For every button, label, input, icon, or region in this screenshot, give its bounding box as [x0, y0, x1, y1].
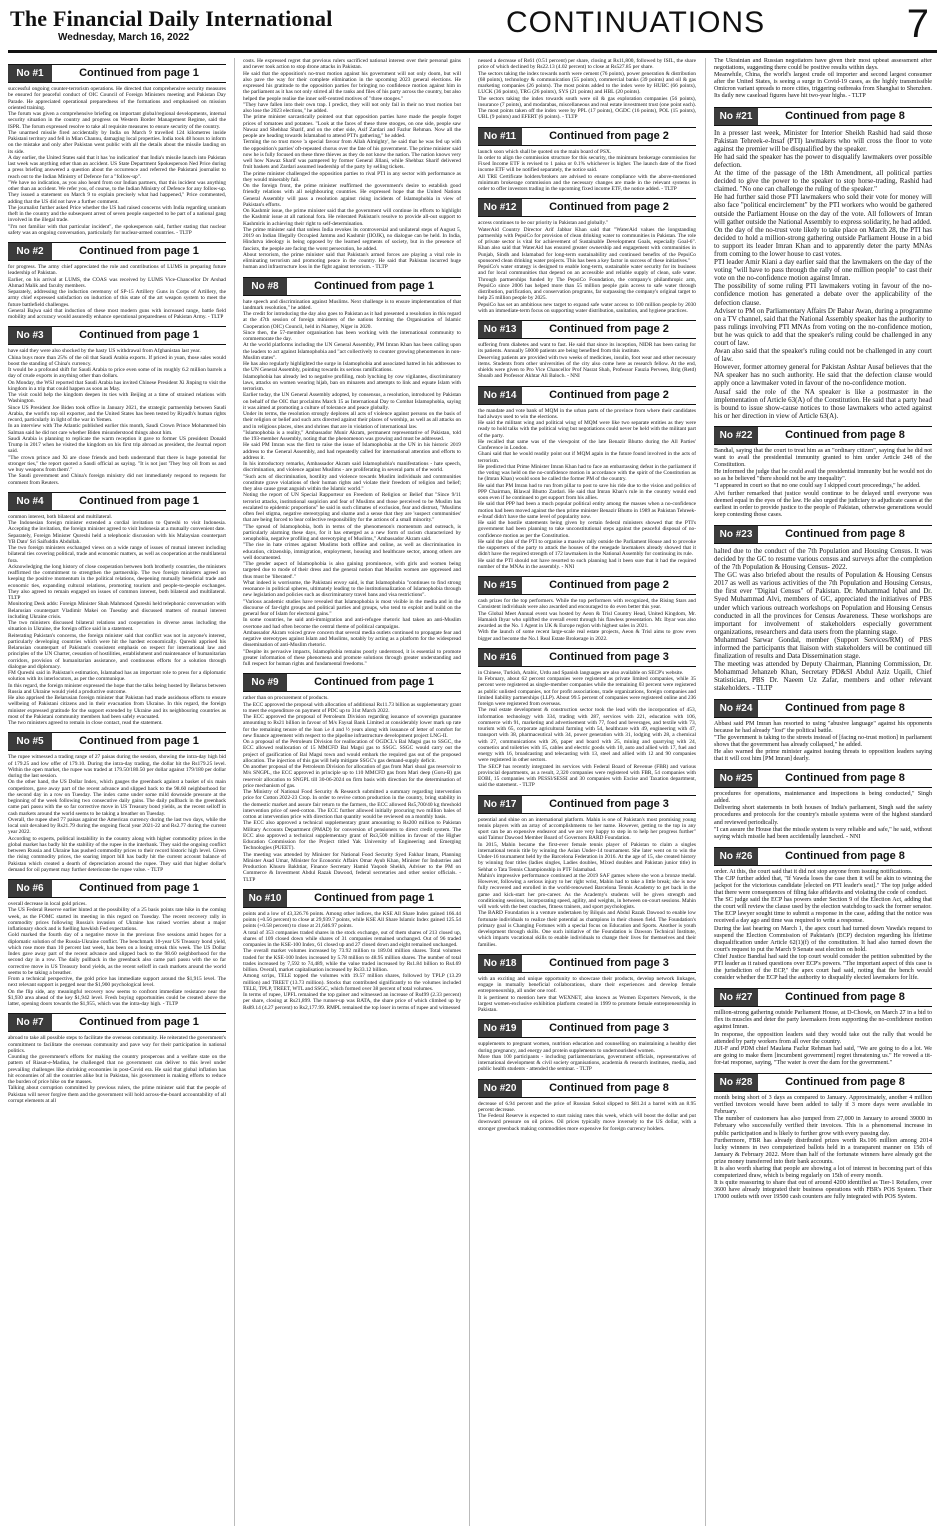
article-continuation: [8, 1013, 226, 1104]
continuation-number: No #14: [478, 387, 522, 404]
continuation-number: No #27: [714, 989, 758, 1006]
continued-from-label: Continued from page 3: [549, 650, 669, 663]
continuation-number: No #23: [714, 526, 758, 543]
continuation-header: [8, 326, 226, 345]
continuation-header: [714, 107, 932, 126]
continued-from-label: Continued from page 8: [785, 849, 905, 862]
column-3: [478, 58, 696, 1526]
article-text: with an exciting and unique opportunity to showcase their products, develop network linkages, engage in mutually beneficial collaborations, share their experiences and develop female entrepreneurship, all under one roof. It is pertinent to mention here that WEXNET, also known as Women Exporters Network, is the largest women-exclusive exhibition platform created in 1999 to promote female entrepreneurship in Pakistan.: [478, 975, 696, 1013]
continuation-number: No #1: [8, 65, 52, 82]
continuation-number: No #16: [478, 649, 522, 666]
article-continuation: [714, 699, 932, 764]
article-continuation: [714, 1073, 932, 1201]
continuation-header: [714, 426, 932, 445]
continued-from-label: Continued from page 1: [314, 279, 434, 292]
continuation-header: [8, 492, 226, 511]
article-continuation: [478, 576, 696, 642]
article-continuation: [8, 326, 226, 486]
article-continuation: [478, 648, 696, 789]
masthead-rule: [8, 50, 937, 53]
column-2: [243, 58, 461, 1526]
continued-from-label: Continued from page 2: [549, 388, 669, 401]
article-text: The rupee witnessed a trading range of 27 paisas during the session, showing the intra-day high bid of 179.25 and low offer of 179.10. During the intra-day trading, the dollar hit the Rs179.25 level. Within the open market, the rupee was traded at 179.50/180.50 per dollar against 179/180 per dollar during the last session. On the other hand, the US Dollar Index, which gauges the greenback against a basket of six main competitors, gave away part of the recent advance and slipped back to the 98.60 neighborhood for the second day in a row on Tuesday. The index came under some mild downside pressure at the beginning of the week following two consecutive daily gains. The daily pullback in the greenback came pari passu with the so far corrective move in US Treasury bond yields, as the recent selloff in cash markets around the world seems to be taking a breather on Tuesday. Overall, the rupee shed 77 paisas against the American currency during the last two days, while the local unit devalued by Rs21.79 during the ongoing fiscal year 2021-22 and Rs2.77 during the current year 2022. According to experts, political instability in the country along with higher commodity prices in the global market has badly hit the stability of the rupee in the interbank. They said the ongoing conflict between Russia and Ukraine has pushed commodity prices to their record historic high level. Given the rising commodity prices, the soaring import bill has badly hit the current account balance of Pakistan which created a dearth of depreciation around the rupee. They said that higher dollar's demand for oil payment may further deteriorate the rupee value. - TLTP: [8, 754, 226, 873]
article-text: million-strong gathering outside Parliament House, at D-Chowk, on March 27 in a bid to flex its muscles and deter the party lawmakers from supporting the no-confidence motion against Imran. In response, the opposition leaders said they would take out the rally that would be attended by party workers from all over the country. JUI-F and PDM chief Maulana Fazlur Rehman had said, "We are going to do a lot. We are going to make them [incumbent government] regret threatening us." He vowed a tit-for-tat response, saying, "The water is over the dam for the government.": [714, 1010, 932, 1066]
continuation-header: [478, 127, 696, 146]
newspaper-title: The Financial Daily International: [10, 6, 333, 31]
continued-from-label: Continued from page 8: [785, 109, 905, 122]
continued-from-label: Continued from page 3: [549, 956, 669, 969]
continuation-header: [478, 198, 696, 217]
column-divider: [469, 58, 470, 1526]
article-continuation: [714, 107, 932, 420]
continued-from-label: Continued from page 3: [549, 1022, 669, 1035]
continuation-header: [478, 1019, 696, 1038]
article-continuation: [8, 64, 226, 236]
article-text: for progress. The army chief appreciated the role and contributions of LUMS in preparing future leadership of Pakistan. Earlier, on his arrival at LUMS, the COAS was received by LUMS Vice-Chancellor Dr Arshad Ahmad Malik and faculty members. Separately, addressing the induction ceremony of SP-15 Artillery Guns in Corps of Artillery, the army chief expressed satisfaction on induction of this state of the art weapon system to meet the future battlefield challenges. General Bajwa said that induction of these most modern guns with increased range, battle field mobility and accuracy would assuredly enhance operational preparedness of Pakistan Army. - TLTP: [8, 264, 226, 320]
continuation-header: [8, 242, 226, 261]
article-text: In a presser last week, Minister for Interior Sheikh Rashid had said those Pakistan Tehreek-e-Insaf (PTI) lawmakers who will cross the floor to vote against the premier will be disqualified by the speaker. He had said the speaker has the power to disqualify lawmakers over possible defection. At the time of the passage of the 18th Amendment, all political parties decided to give the power to the speaker to stop horse-trading, Rashid had claimed. "No one can challenge the ruling of the speaker." He had further said those PTI lawmakers who sold their vote for money will also face "political encirclement" by the PTI workers who would be gathered outside the Parliament House on the day of the vote. All followers of Imran will gather outside the National Assembly to express solidarity, he had added. On the day of the no-trust vote likely to take place on March 28, the PTI has decided to hold a million-strong gathering outside Parliament House in a bid to support its leader Imran Khan and to apparently deter the party MNAs from coming to the lower house to cast votes. PTI leader Amir Kiani a day earlier said that the lawmakers on the day of the voting "will have to pass through the rally of one million people" to cast their vote on the no-confidence motion against Imran. The possibility of some ruling PTI lawmakers voting in favour of the no-confidence motion has generated a debate over the applicability of the defection clause. Adviser to PM on Parliamentary Affairs Dr Babar Awan, during a programme on a TV channel, said that the National Assembly speaker has the authority to pass rulings involving PTI MNAs from voting on the no-confidence motion, but he was quick to add that the speaker's ruling could be challenged in any court of law. Awan also said that the speaker's ruling could not be challenged in any court of law. However, former attorney general for Pakistan Ashtar Ausaf believes that the NA speaker has no such authority. He said that the defection clause would apply once a lawmaker voted in favour of the no-confidence motion. Ausaf said the role of the NA speaker is like a postmaster in the implementation of Article 63(A) of the Constitution. He said that a party head is bound to issue show-cause notices to those lawmakers who acted against his or her direction in view of Article 63(A).: [714, 128, 932, 420]
article-continuation: [243, 277, 461, 668]
continuation-header: [478, 795, 696, 814]
page-number: 7: [906, 2, 929, 46]
continuation-number: No #10: [243, 890, 287, 907]
article-text: potential and shine on an international platform. Mahin is one of Pakistan's most promising young tennis players with an array of accomplishments to her name. However, getting to the top in any sport can be an expensive endeavor and we are very happy to step in to help her progress further" said Taimur Dawood Member Board of Governors BARD Foundation. In 2015, Mahin became the first-ever female tennis player of Pakistan to claim a singles international tennis title by winning the Asian Under-14 tournament. She later went on to win the Under-16 tournament held by the Barcelona Federation in 2016. At the age of 15, she created history by winning four titles (ladies singles, Ladies doubles, Mixed doubles and Pakistan junior title) in Sehhat o Tata Tennis Championship in PTF Islamabad. Mahin's impressive performance continued at the 2019 SAF games where she won a bronze medal. However, following a serious injury to her right wrist, Mahin had to take a little break; she is now fully recovered and enrolled in the world-renowned Barcelona Tennis Academy to get back in the game and kick-start her pro-career. As the Academy's students will be given strength and conditioning sessions, incorporating speed, agility, and weights, in between on-court sessions. Mahin will work with the best coaches, fitness trainers, and sport psychologists. The BARD Foundation is a venture undertaken by Bilquis and Abdul Razak Dawood to enable low fortunate individuals to realize their potential as champions in their chosen field. The Foundation's primary goal is Changing Fortunes with a special focus on Education and Sports. Another is youth development through skills. One such initiative of the Foundation is Dawson Technical Institute, which imparts vocational skills to enable individuals to change their lives for themselves and their families.: [478, 816, 696, 948]
article-continuation: [8, 732, 226, 873]
section-title: CONTINUATIONS: [506, 6, 766, 39]
continued-from-label: Continued from page 2: [549, 579, 669, 591]
continued-from-label: Continued from page 1: [314, 891, 434, 904]
continued-from-label: Continued from page 3: [549, 797, 669, 810]
article-text: Abbasi said PM Imran has resorted to using "abusive language" against his opponents because he had already "lost" the political battle. "The government is taking to the streets instead of [facing no-trust motion] in parliament shows that the government has already collapsed," he added. He also warned the prime minister against issuing threats to opposition leaders saying that it will cost him [PM Imran] dearly.: [714, 720, 932, 763]
article-text: rather than on procurement of products. The ECC approved the proposal with allocation of additional Rs11.73 billion as supplementary grant to meet the expenditure on payment of PDC up to 31st March 2022. The ECC approved the proposal of Petroleum Division regarding issuance of sovereign guarantee amounting to Rs21 billion in favour of M/s Faysal Bank Limited at considerably lower mark up rate for the remaining tenure of the loan i.e 4 and ½ years along with issuance of letter of comfort for new finance agreement with respect to the pipeline infrastructure development project LNG-II. On a proposal of the Petroleum Division for reallocation of OGDCL's Bal Magsi gas to SSGC, the ECC allowed reallocation of 15 MMCFD Bal Magsi gas to SSGC. SSGC would carry out the project of gasification of Bal Magsi town and would embark the required gas out of the proposed allocation. The injection of this gas will help mitigate SSGC's gas demand-supply deficit. On another proposal of the Petroleum Division for allocation of gas from Mari shoal gas reservoir to M/s SNGPL, the ECC approved in principle up to 110 MMCFD gas from Mari deep (Goru-B) gas reservoir allocation to SNGPL till 30-06-2024 on firm basis with direction for the determination of price mechanism of gas. The Ministry of National Food Security & Research submitted a summary regarding intervention price for Cotton 2022-23 Crop. In order to revive cotton production in the country, bring stability in the domestic market and assure fair return to the farmers, the ECC allowed Rs5,700/40 kg threshold intervention price of seed-cotton. The ECC further allowed initially procuring two million bales of cotton at intervention price with direction that quantity would be reviewed on a monthly basis. The ECC also approved a technical supplementary grant amounting to Rs200 million to Pakistan Military Accounts Department (PMAD) for conversion of pensioners to direct credit system. The ECC also approved a technical supplementary grant of Rs3,500 million in favour of the Higher Education Commission for the Project titled Yak University of Engineering and Emerging Technologies (PUEET). The meeting was attended by Minister for National Food Security Syed Fakhar Imam, Planning Minister Asad Umar, Minister for Economic Affairs Omar Ayub Khan, Minister for Industries and Production Khusro Bakhtiar, Finance Secretary Hamid Yaqoob Sheikh, Adviser to the PM on Commerce & Investment Abdul Razak Dawood, federal secretaries and other senior officials. - TLTP: [243, 695, 461, 883]
article-text: decrease of 6.94 percent and the price of Russian Sokol slipped to $81.24 a barrel with an 8.95 percent decrease. The Federal Reserve is expected to start raising rates this week, which will boost the dollar and put downward pressure on oil prices. Oil prices typically move inversely to the US dollar, with a stronger greenback making commodities more expensive for foreign currency holders.: [478, 1100, 696, 1132]
continuation-number: No #4: [8, 493, 52, 510]
issue-date: Wednesday, March 16, 2022: [58, 32, 190, 43]
article-text: order. At this, the court said that it did not stop anyone from issuing notifications. The CJP further added that, "If Vawda loses the case then it will be akin to winning the jackpot for the victorious candidate [elected on PTI leader's seat]." The top judge added that there were consequences of filing fake affidavits and violating the code of conduct. The SC judge said the ECP has powers under Section 9 of the Election Act, adding that the court will review the clause used by the election watchdog to sack the former senator. The ECP lawyer sought time to submit a response in the case, adding that the notice was received a day ago and time was required to write a response. During the last hearing on March 1, the apex court had turned down Vawda's request to suspend the Election Commission of Pakistan's (ECP) decision regarding his lifetime disqualification under Article 62(1)(f) of the constitution. It had also turned down the court's request to put the March 9 Senate seat election on hold. Chief Justice Bandial had said the top court would consider the petition submitted by the PTI leader as it raised questions over ECP's powers. "The important aspect of this case is the jurisdiction of the ECP," the apex court had said, noting that the bench would consider whether the ECP had the authority to disqualify elected lawmakers for life.: [714, 868, 932, 982]
continuation-number: No #22: [714, 427, 758, 444]
continuation-number: No #25: [714, 770, 758, 787]
article-continuation: [243, 58, 461, 271]
continued-from-label: Continued from page 8: [785, 527, 905, 540]
article-continuation: [714, 426, 932, 519]
article-continuation: [714, 847, 932, 983]
article-text: launch soon which shall be quoted on the main board of PSX. In order to align the commission structure for this security, the minimum brokerage commission for Fixed Income ETF is revised to 1 paisa or 0.1% whichever is higher. The launch date of the fixed income ETF will be notified separately, the notice said. All TRE Certificate holders/brokers are advised to ensure compliance with the above-mentioned minimum brokerage commission and the necessary changes are made in the relevant systems in order to offer investors trading in the upcoming fixed income ETF, the notice added. - TLTP: [478, 148, 696, 192]
article-continuation: [478, 1019, 696, 1072]
article-continuation: [714, 988, 932, 1067]
continuation-header: [714, 525, 932, 544]
article-text: nessed a decrease of Rs61 (0.51 percent) per share, closing at Rs11,800, followed by ISIL, the share price of which declined by Rs22.13 (4.02 percent) to close at Rs527.85 per share. The sectors taking the index towards north were cement (76 points), power generation & distribution (68 points), technology & communication (55 points), commercial banks (39 points) and oil & gas marketing companies (26 points). The most points added to the index were by HUBC (66 points), LUCK (36 points), TRG (26 points), SYS (21 points) and HBL (20 points). The sectors taking the index towards south were oil & gas exploration companies (56 points), insurance (7 points), and modarabas, miscellaneous and real estate investment trust (one point each). The most points taken off the index were by PPL (17 points), OGDC (16 points), POL (15 points), UBL (9 points) and EFERT (6 points). - TLTP: [478, 58, 696, 121]
continuation-number: No #2: [8, 243, 52, 260]
continuation-header: [478, 954, 696, 973]
continuation-number: No #7: [8, 1014, 52, 1031]
article-text: Bandial, saying that the court to treat him as an "ordinary citizen", saying that he did not want to avail the presidential immunity granted to him under Article 248 of the Constitution. He informed the judge that he could avail the presidential immunity but he would not do so as he believed "there should not be any inequality". "I appeared in court so that no one could say I skipped court proceedings," he added. Alvi further remarked that justice would continue to be delayed until everyone was deemed equal in the eyes of the law. He also urged the judiciary to adjudicate cases at the earliest in order to provide justice to the people of Pakistan, otherwise generations would keep contesting those cases.: [714, 447, 932, 518]
continuation-header: [714, 769, 932, 788]
continuation-number: No #24: [714, 700, 758, 717]
continuation-number: No #13: [478, 321, 522, 338]
masthead: [8, 4, 937, 48]
continued-from-label: Continued from page 8: [785, 428, 905, 441]
continued-from-label: Continued from page 1: [314, 676, 434, 689]
continuation-number: No #8: [243, 278, 287, 295]
continuation-number: No #17: [478, 796, 522, 813]
article-continuation: [8, 879, 226, 1007]
article-continuation: [478, 954, 696, 1014]
continued-from-label: Continued from page 8: [785, 772, 905, 785]
continuation-number: No #28: [714, 1074, 758, 1091]
article-continuation: [8, 242, 226, 320]
article-text: the mandate and vote bank of MQM in the urban parts of the province from where their candidates had always used to win the elections. He said the militant wing and political wing of MQM were like two separate entities as they were ready to hold talks with the political wing but negotiations could never be held with the militant part of the party. He recalled that same was of the viewpoint of the late Benazir Bhutto during the All Parties' Conference in London. Ghani said that he would readily point out if MQM again in the future found involved in the acts of terrorism. He predicted that Prime Minister Imran Khan had to face an embarrassing defeat in the parliament if the voting was held on the no-confidence motion in accordance with the spirit of the Constitution as he (Imran Khan) would soon be called the former PM of the country. He said that PM Imran had to run from pillar to post to save his ride due to the vision and politics of PPP Chairman, Bilawal Bhutto Zardari. He said that Imran Khan's rule in the country would end soon even if he continued to get support from his allies. He said that PPP had been a much popular political entity among the masses when a no-confidence motion had been moved against the then prime minister Benazir Bhutto in 1989 as Pakistan Tehreek-e-Insaf didn't have the same level of popularity now. He said the hostile statements being given by certain federal ministers showed that the PTI's government had been planning to take unconstitutional steps against the peaceful disposal of no-confidence motion as per the Constitution. He said the plan of the PTI to organise a massive rally outside the Parliament House and to provoke the supporters of the party to attack the houses of the renegade lawmakers already showed that it didn't have the required strength of 172 lawmakers in the National Assembly for continuing its rule. He said the PTI should not have resorted to such planning had it been sure that it had the required number of the MNAs in the assembly. - NNI: [478, 407, 696, 570]
article-continuation: [478, 1079, 696, 1132]
continuation-header: [478, 648, 696, 667]
article-continuation: [478, 795, 696, 948]
column-4: [714, 58, 932, 1526]
article-continuation: [478, 198, 696, 314]
continued-from-label: Continued from page 2: [549, 323, 669, 335]
continuation-header: [478, 320, 696, 339]
continued-from-label: Continued from page 1: [79, 1016, 199, 1029]
article-continuation: [478, 320, 696, 380]
article-text: in Chinese, Turkish, Arabic, Urdu and Spanish languages are also available on SECP's website. In February, about 62 percent companies were registered as private limited companies, while 35 percent were registered as single-member companies while the remaining 03 percent were registered as public unlisted companies, not for profit associations, trade organizations, foreign companies and limited liability partnerships (LLP). About 99.5 percent of companies were registered online and 236 foreign were registered from overseas. The real estate development & construction sector took the lead with the incorporation of 453, information technology with 334, trading with 287, services with 221, education with 106, commerce with 91, marketing and advertisement with 77, food and beverages, and textile with 73, tourism with 65, corporate agricultural farming with 54, healthcare with 49, engineering with 47, transport with 38, pharmaceutical with 34, power generation with 31, lodging with 28, a chemical with 27, communications with 26, paper and board with 25, mining and quarrying with 24, cosmetics and toiletries with 15, cables and electric goods with 10, auto and allied with 17, fuel and energy with 16, broadcasting and telecasting with 13, steel and allied with 12 and 90 companies were registered in other sectors. The SECP has recently integrated its services with Federal Board of Revenue (FBR) and various provincial departments, as a result, 2,320 companies were registered with FBR, 54 companies with EOBI, 15 companies with PESSI/SESSI and 30 companies with Excise and Taxation department, said the statement. - TLTP: [478, 669, 696, 789]
continuation-number: No #5: [8, 733, 52, 750]
continuation-number: No #3: [8, 327, 52, 344]
article-text: abroad to take all possible steps to facilitate the overseas community. He reiterated the government's commitment to facilitate the overseas community and pave way for their participation in national politics. Counting the government's efforts for making the country prosperous and a welfare state on the pattern of Riasat-e-Madina, he challenged that no government can deliver to this level under prevailing challenges like shrinking economies in post-Covid era. He said that global inflation has hit economies of all the countries alike but in Pakistan, his government is making efforts to reduce the burden of price hike on the masses. Talking about corruption committed by previous rulers, the prime minister said that the people of Pakistan will never forgive them and the government will hold across-the-board accountability of all corrupt elements at all: [8, 1035, 226, 1104]
column-1: [8, 58, 226, 1526]
continuation-number: No #12: [478, 199, 522, 216]
continuation-header: [8, 879, 226, 898]
article-text: access continues to be our priority in Pakistan and globally." WaterAid Country Director Arif Jabbar Khan said that "WaterAid values the longstanding partnership with PepsiCo for provision of clean drinking water to communities in Pakistan. The role of private sector is vital for achievement of Sustainable Development Goals, especially Goal-6". Khan also said that WaterAid has ensured greater ownership and engagement with communities in Punjab, Sindh and Islamabad for long-term sustainability and continued benefits of the PepsiCo sponsored clean drinking water projects. This has been a key factor in success of these initiatives." PepsiCo's water strategy is designed to enable long-term, sustainable water security for its business and for local communities that depend on an accessible and reliable supply of clean, safe water. Through partnerships funded by The PepsiCo Foundation, the company's philanthropic arm, PepsiCo since 2006 has helped more than 55 million people gain access to safe water through distribution, purification, and conservation programs, far surpassing the company's original target to help 25 million people by 2025. PepsiCo has set an ambitious new target to expand safe water access to 100 million people by 2030 with an immediate-term focus on supporting water distribution, sanitation, and hygiene practices.: [478, 220, 696, 314]
article-text: The Ukrainian and Russian negotiators have given their most upbeat assessment after negotiations, suggesting there could be positive results within days. Meanwhile, China, the world's largest crude oil importer and second largest consumer after the United States, is seeing a surge in Covid-19 cases, as the highly transmissible Omicron variant spreads to more cities, triggering outbreaks from Shanghai to Shenzhen. Its daily new caseload figures have hit two-year highs. - TLTP: [714, 58, 932, 100]
article-text: cash prizes for the top performers. While the top performers with recognized, the Rising Stars and Consistent individuals were also awarded and encouraged to do even better this year. The Global Meet Annual event was hosted by Aeon & Trisl Country Head, United Kingdom, Mr. Hamaish Ibyar who uplifted the overall event through his flawless presentation. Mr. Ibyar was also awarded as the No. 1 Agent in UK & Europe region with highest sales in 2021. With the launch of some recent large-scale real estate projects, Aeon & Trisl aims to grow even bigger and become the No.1 Real Estate Brokerage in 2022.: [478, 598, 696, 642]
article-continuation: [8, 492, 226, 727]
continuation-header: [478, 386, 696, 405]
article-text: month being short of 3 days as compared to January. Approximately, another 4 million verified invoices would have been added to tally if 3 more days were available in February. The number of customers has also jumped from 27,000 in January to around 39000 in February who successfully verified their invoices. This is a phenomenal increase in public participation and is likely to further grow with every passing day. Furthermore, FBR has already distributed prizes worth Rs.106 million among 2014 lucky winners in two computerized ballots held in a transparent manner on 15th of January & February 2022. More than half of the fortunate winners have already got the prize money transferred into their bank accounts. It is also worth sharing that people are showing a lot of interest in becoming part of this computerized draw, which is being regularly on 15th of every month. It is quite reassuring to share that out of around 4200 identified as Tier-1 Retailers, over 3600 have already integrated their business operations with FBR's POS System. Their 17000 outlets with over 19500 cash counters are fully integrated with POS System.: [714, 1095, 932, 1201]
continued-from-label: Continued from page 2: [549, 129, 669, 142]
continued-from-label: Continued from page 1: [79, 494, 199, 507]
continued-from-label: Continued from page 8: [785, 1076, 905, 1089]
article-continuation: [714, 58, 932, 101]
column-divider: [234, 58, 235, 1526]
article-text: hate speech and discrimination against Muslims. Next challenge is to ensure implementation of that landmark resolution," he added. The credit for introducing the day also goes to Pakistan as it had presented a resolution in this regard at the 47th session of foreign ministers of the nations forming the Organisation of Islamic Cooperation (OIC) Council, held in Niamey, Niger in 2020. Since then, the 57-member organisation has been working with the international community to commemorate the day. At the world platforms including the UN General Assembly, PM Imran Khan has been calling upon the leaders to act against Islamophobia and "act collectively to counter growing phenomenon in non-Muslim states". He has also regularly highlighted the surge in Islamophobia and associated hatred in his addresses to the UN General Assembly, pointing towards its serious ramifications. Islamophobia has already led to negative profiling, mob lynching by cow vigilantes, discriminatory laws, attacks on women wearing hijab, ban on minarets and attempts to link and equate Islam with terrorism. Earlier today, the UN General Assembly adopted, by consensus, a resolution, introduced by Pakistan on behalf of the OIC that proclaims March 15 as International Day to Combat Islamophobia, saying it was aimed at promoting a culture of tolerance and peace globally. Under its terms, the resolution strongly deplores all acts of violence against persons on the basis of their religion or belief and such acts directed against their places of worship, as well as all attacks on and in religious places, sites and shrines that are in violation of international law. "Islamophobia is a reality," Ambassador Munir Akram, permanent representative of Pakistan, told the 193-member Assembly, noting that the phenomenon was growing and must be addressed. He said PM Imran was the first to raise the issue of Islamophobia at the UN in his historic 2019 address to the General Assembly, and had repeatedly called for international attention and efforts to address it. In his introductory remarks, Ambassador Akram said Islamophobia's manifestations - hate speech, discrimination, and violence against Muslims - are proliferating in several parts of the world. "Such acts of discrimination, hostility and violence towards Muslim individuals and communities constitute grave violations of their human rights and violate their freedom of religion and belief; they also cause great anguish within the Islamic world." Noting the report of UN Special Rapporteur on Freedom of Religion or Belief that "Since 9/11 terrorist attacks, institutional suspicion and fear of Muslims and those perceived to be Muslim has escalated to epidemic proportions" he said in such climates of exclusion, fear and distrust, "Muslims often feel stigma, negative stereotyping and shame and a sense that they are 'suspect communities' that are being forced to bear collective responsibility for the actions of a small minority." "The spread of Islamophobia, both in terms of the phenomenon's momentum and outreach, is particularly alarming these days, for it has emerged as a new form of racism characterized by xenophobia, negative profiling and stereotyping of Muslims," Ambassador Akram said. "The rise in hate crimes against Muslims both offline and online, as well as discrimination in education, citizenship, immigration, employment, housing and healthcare sector, among others are well documented. "The gender aspect of Islamophobia is also gaining prominence, with girls and women being targeted due to mode of their dress and the general notion that Muslim women are oppressed and thus must be 'liberated'." What indeed is worrisome, the Pakistani envoy said, is that Islamophobia "continues to find strong resonance in political spheres, ultimately leading to the institutionalization of Islamophobia through new legislation and policies such as discriminatory travel bans and visa restrictions". "Various academic studies have revealed that Islamophobia is most visible in the media and in the discourse of far-right groups and political parties and groups, who tend to exploit and build on the general fear of Islam for electoral gains." In some countries, he said anti-immigration and anti-refugee rhetoric had taken an anti-Muslim overtone and had often become the central theme of political campaigns. Ambassador Akram voiced grave concern that several media outlets continued to propagate fear and negative stereotypes against Islam and Muslims, notably by acting as a platform for the widespread dissemination of anti-Muslim rhetoric. "Despite its pervasive impacts, Islamophobia remains poorly understood, it is essential to promote greater information of these phenomena and promote solutions through greater understanding and full respect for human rights and fundamental freedoms.": [243, 298, 461, 667]
continuation-number: No #18: [478, 955, 522, 972]
continuation-number: No #26: [714, 848, 758, 865]
continuation-header: [243, 277, 461, 296]
continued-from-label: Continued from page 1: [79, 735, 199, 748]
article-continuation: [714, 769, 932, 841]
continued-from-label: Continued from page 1: [79, 67, 199, 79]
continuation-number: No #21: [714, 108, 758, 125]
continuation-header: [714, 1073, 932, 1092]
continuation-header: [478, 1079, 696, 1098]
continuation-number: No #9: [243, 674, 287, 691]
continued-from-label: Continued from page 1: [79, 882, 199, 894]
article-text: halted due to the conduct of the 7th Population and Housing Census. It was decided by the GC to resume various census and surveys after the completion of the 7th Population & Housing Census- 2022. The GC was also briefed about the results of Population & Housing Census 2017 as well as various activities of the 7th Population and Housing Census, the first ever "Digital Census" of Pakistan. Dr. Muhammad Iqbal and Dr. Syed Muhammad Alvi, members of GC, appreciated the initiatives of PBS under which various outreach workshops on Population and Housing Census conducted in all the provinces for Census Awareness. These workshops are important for involvement of stakeholders especially government organizations, researchers and data users from the planning stage. Muhammad Sarwar Gondal, member (Support Services/RM) of PBS informed the participants that liaison with stakeholders will be continued till finalization of results and Data Dissemination stage. The meeting was attended by Deputy Chairman, Planning Commission, Dr. Mohammad Jehanzeb Khan, Secretary PD&SI Abdul Aziz Uqaili, Chief Statistician, PBS Dr. Naeem Uz Zafar, members and other relevant stakeholders. - TLTP: [714, 546, 932, 693]
continuation-header: [8, 64, 226, 83]
article-text: supplements to pregnant women, nutrition education and counselling on maintaining a healthy diet during pregnancy, and energy and protein supplements to undernourished women. More than 100 participants - including parliamentarians, government officials, representatives of international development & civil society organisations, academia & research institutes, media, and public health students - attended the seminar. - TLTP: [478, 1041, 696, 1073]
article-text: points and a low of 43,326.76 points. Among other indices, the KSE All Share Index gained 166.44 points (+0.56 percent) to close at 29,939.7 points, while KSE All Share Islamic Index gained 125.54 points (+0.58 percent) to close at 21,646.97 points. A total of 353 companies traded shares in the stock exchange, out of them shares of 213 closed up, shares of 109 closed down while shares of 31 companies remained unchanged. Out of 96 traded companies in the KSE-100 Index, 61 closed up and 27 closed down and eight remained unchanged. The overall market volumes increased by 73.92 million to 189.04 million shares. Total volumes traded for the KSE-100 Index increased by 5.78 million to 48.95 million shares. The number of total trades increased by 7,592 to 74,489, while the value traded increased by Rs1.84 billion to Rs4.69 billion. Overall, market capitalisation increased by Rs33.12 billion. Among scrips, TELE topped the volumes with 19.57 million shares, followed by TPLP (13.29 million) and TREET (13.73 million). Stocks that contributed significantly to the volumes included TELE, TPLP, TREET, WTL and SSGC, which formed over 38 percent of total volumes. In terms of rupee, UPFL remained the top gainer and witnessed an increase of Rs499 (2.33 percent) per share, closing at Rs21,899. The runner-up was BATA, the share price of which climbed up by Rs89.14 (4.27 percent) to Rs2,177.99. RMPL remained the top loser in terms of rupee and witnessed: [243, 910, 461, 1011]
continuation-header: [8, 1013, 226, 1032]
article-text: overall decrease in local gold prices. The US Federal Reserve earlier hinted at the possibility of a 25 basis points rate hike in the coming week, as the FOMC started its meeting in this regard on Tuesday. The recent recovery rally in commodity prices following Russia's invasion of Ukraine has raised worries about a major inflationary shock and is fuelling hawkish Fed expectations. Gold marked the fourth day of a negative move in the previous five sessions amid hopes for a diplomatic solution of the Russia-Ukraine conflict. The benchmark 10-year US Treasury bond yield, which rose more than 10 percent last week, has been on a losing streak this week. The US Dollar Index gave away part of the recent advance and slipped back to the 98.60 neighborhood for the second day in a row. The daily pullback in the greenback also came pari passu with the so far corrective move in US Treasury bond yields, as the recent selloff in cash markets around the world seems to be taking a breather. From a technical perspective, the gold price has immediate support around the $1,915 level. The next relevant support is pegged near the $1,900 psychological level. On the flip side, any meaningful recovery now seems to confront immediate resistance near the $1,930 area ahead of the key $1,942 level. Fresh buying opportunities could be created above the latter, opening doors towards the $1,955, which was the intra-day high. - TLTP: [8, 901, 226, 1007]
continued-from-label: Continued from page 2: [549, 201, 669, 214]
article-continuation: [714, 525, 932, 693]
continuation-number: No #6: [8, 880, 52, 897]
continuation-number: No #15: [478, 577, 522, 594]
article-continuation: [243, 889, 461, 1011]
continuation-header: [714, 699, 932, 718]
continuation-number: No #11: [478, 128, 522, 145]
article-continuation: [478, 58, 696, 121]
article-continuation: [478, 127, 696, 193]
continued-from-label: Continued from page 8: [549, 1081, 669, 1094]
article-continuation: [243, 673, 461, 883]
continuation-header: [243, 673, 461, 692]
article-text: suffering from diabetes and want to fast. He said that since its inception, NIDR has been caring for its patients. Annually 50000 patients are being benefited from this institute. Deserving patients are provided with two weeks of medicines, insulin, foot wear and other necessary items. Students from other universities of the city also come here as research fellow. At the end, shields were given to Pro Vice Chancellor Prof Nasrat Shah, Professor Fauzia Perveen, Brig (Retd) Shoaib and Professor Akhtar Ali Baloch. - NNI: [478, 342, 696, 380]
article-continuation: [478, 386, 696, 571]
article-text: have said they were also shocked by the hasty US withdrawal from Afghanistan last year. China buys more than 25% of the oil that Saudi Arabia exports. If priced in yuan, those sales would boost the standing of China's currency. It would be a profound shift for Saudi Arabia to price even some of its roughly 6.2 million barrels a day of crude exports in anything other than dollars. On Monday, the WSJ reported that Saudi Arabia has invited Chinese President Xi Jinping to visit the kingdom in a trip that could happen as soon as May. The visit could help the kingdom deepen its ties with Beijing at a time of strained relations with Washington. Since US President Joe Biden took office in January 2021, the strategic partnership between Saudi Arabia, the world's top oil exporter, and the United States has been tested by Riyadh's human rights record, particularly in light of the war in Yemen. In an interview with The Atlantic published earlier this month, Saudi Crown Prince Mohammed bin Salman said he did not care whether Biden misunderstood things about him. Saudi Arabia is planning to replicate the warm reception it gave to former US president Donald Trump in 2017 when he visited the kingdom on his first trip abroad as president, the Journal report said. "The crown prince and Xi are close friends and both understand that there is huge potential for stronger ties," the report quoted a Saudi official as saying. "It is not just 'They buy oil from us and we buy weapons from them'." The Saudi government and China's foreign ministry did not immediately respond to requests for comment from Reuters.: [8, 348, 226, 486]
continuation-number: No #20: [478, 1080, 522, 1097]
column-divider: [705, 58, 706, 1526]
continuation-header: [714, 988, 932, 1007]
article-text: costs. He expressed regret that previous rulers sacrificed national interest over their personal gains and never took action to stop drone attacks in Pakistan. He said that the opposition's no-trust motion against his government will not only doom, but will also pave the way for their complete elimination in the upcoming 2023 general elections. He expressed his gratitude to the opposition parties for bringing no confidence motion against him in the parliament as it has not only stirred all the ranks and files of his party across the country, but also helped the people realise the inner self-centred motives of "three stooges." "They have fallen into their own trap. I predict, they will not only fail in their no trust motion but also lose the 2023 elections," he added. The prime minister sarcastically pointed out that opposition parties have made the people forget prices of tomatoes and potatoes. "Look at the faces of these three stooges, on one side, people saw Nawaz and Shehbaz Sharif, and on the other side, Asif Zardari and Fazlur Rehman. Now all the people are heading towards Islamabad to attend PTI's gathering," he added. Terming the no trust move 'a special favour from Allah Almighty', he said that he was fed up with the opposition's parties' oft-repeated chorus over the fate of his government. The prime minister said now he is fully focused on these three thieves as they do not know the nation. The nation knows very well how Nawaz Sharif was pampered by former General Jillani, while Shehbaz Sharif delivered fruit baskets and Zardari assumed leadership of the party by selling tickets. The prime minister challenged the opposition parties to rival PTI in any sector with performance as they would miserably fail. On the foreign front, the prime minister reaffirmed the government's desire to establish good friendly relations with all neighbouring countries. He expressed hope that the United Nations General Assembly will pass a resolution against rising incidents of Islamophobia in view of Pakistan's efforts. On Kashmir issue, the prime minister said that the government will continue its efforts to highlight the Kashmir issue at all national fora. He reiterated Pakistan's resolve to provide all-out support to Kashmiris in achieving their right to self-determination. The prime minister said that unless India revokes its controversial and unilateral steps of August 5, 2019 on Indian Illegally Occupied Jammu and Kashmir (IIOJK), no dialogue can be held. In India, Hindutva ideology is being opposed by the learned segments of society, but in the presence of fascists, the people are facing the worst persecution, he added. About terrorism, the prime minister said that Pakistan's armed forces are playing a vital role in eliminating terrorism and promoting peace in the country. He said that Pakistan incurred huge human and infrastructure loss in the fight against terrorism. - TLTP: [243, 58, 461, 271]
article-text: procedures for operations, maintenance and inspections is being conducted," Singh added. Delivering short statements in both houses of India's parliament, Singh said the safety procedures and protocols for the country's missile systems were of the highest standard and reviewed periodically. "I can assure the House that the missile system is very reliable and safe," he said, without saying which missile had been accidentally launched. - NNI: [714, 791, 932, 840]
continuation-header: [478, 576, 696, 595]
article-text: successful ongoing counter-terrorism operations. He directed that comprehensive security measures be ensured for peaceful conduct of OIC Council of Foreign Ministers meeting and Pakistan Day Parade. He appreciated operational preparedness of the formations and emphasised on mission oriented training. The forum was given a comprehensive briefing on important global/regional developments, internal security situation in the country and progress on Western Border Management Regime, said the ISPR. The forum expressed resolve to take all requisite measures to ensure security of the country. The unarmed missile fired accidentally by India on March 9 travelled 124 kilometres inside Pakistani territory and fell in Mian Channu, damaging local properties. India took 48 hours to inform on the mistake and only after Pakistan went public with all the details about the missile landing on its side. A day earlier, the United States said that it has 'no indication' that India's missile launch into Pakistan last week was anything other than an accident. US State Department Spokesperson Ned Price during a press briefing answered a question about the occurrence and referred the Pakistani journalist to reach out to the Indian Ministry of Defence for a "follow-up". "We have no indication, as you also heard from our Indian partners, that this incident was anything other than an accident. We refer you, of course, to the Indian Ministry of Defence for any follow-up. They issued a statement on March 9 to explain precisely what had happened," Price commented, adding that the US did not have a further comment. The journalist further asked Price whether the US had raised concerns with India regarding uranium theft in the country and the subsequent arrest of seven people suspected to be part of a national gang involved in the illegal trade. "I'm not familiar with that particular incident", the spokesperson said, further stating that nuclear safety was an ongoing conversation, particularly for nuclear-armed countries. - TLTP: [8, 86, 226, 236]
continued-from-label: Continued from page 1: [79, 329, 199, 342]
continued-from-label: Continued from page 1: [79, 245, 199, 257]
continuation-header: [8, 732, 226, 751]
continuation-header: [243, 889, 461, 908]
continuation-number: No #19: [478, 1020, 522, 1037]
article-text: common interest, both bilateral and multilateral. The Indonesian foreign minister extended a cordial invitation to Qureshi to visit Indonesia. Accepting the invitation, the foreign minister agreed to visit Indonesia at a mutually convenient date. Separately, Foreign Minister Qureshi held a telephonic discussion with his Malaysian counterpart YB Dato' Sri Saifuddin Abdullah. The two foreign ministers exchanged views on a wide range of issues of mutual interest including bilateral ties covering political, trade and economic matters, as well as cooperation at the multilateral fora. Acknowledging the long history of close cooperation between both brotherly countries, the ministers reaffirmed the commitment to strengthen the partnership. The two foreign ministers agreed on keeping the positive momentum in the political relations, deepening mutually beneficial trade and economic ties, expanding cultural relations, promoting tourism and people-to-people exchanges. They also agreed to remain engaged on issues of common interest, both bilateral and multilateral. TLTP Monitoring Desk adds: Foreign Minister Shah Mahmood Qureshi held telephonic conversation with Belarusian counterpart Vladimir Makei on Tuesday and discussed matters of mutual interest including Ukraine crisis. The two ministers discussed bilateral relations and cooperation in diverse areas including the situation in Ukraine, the foreign office said in a statement. Reiterating Pakistan's concerns, the foreign minister said that conflict was not in anyone's interest, particularly developing countries which were hit the hardest economically. Qureshi apprised his Belarusian counterpart of Pakistan's consistent emphasis on respect for international law and principles of the UN Charter, cessation of hostilities, establishment and maintenance of humanitarian corridors, provision of humanitarian assistance, and continuous efforts for a solution through dialogue and diplomacy. FM Qureshi said in Pakistan's estimation, Islamabad has an important role to press for a diplomatic solution with its interlocutors, as per the communique. In this regard, the foreign minister expressed the hope that the talks being hosted by Belarus between Russia and Ukraine would yield a productive outcome. He also apprised the Belarusian foreign minister that Pakistan had made assiduous efforts to ensure wellbeing of Pakistani citizens and in their evacuation from Ukraine. In this regard, the foreign minister expressed gratitude for the support extended by Ukraine and its neighbouring countries as most of the Pakistani community members had been safely evacuated. The two ministers agreed to remain in close contact, read the statement.: [8, 513, 226, 726]
continued-from-label: Continued from page 8: [785, 701, 905, 714]
continuation-header: [714, 847, 932, 866]
continued-from-label: Continued from page 8: [785, 991, 905, 1004]
